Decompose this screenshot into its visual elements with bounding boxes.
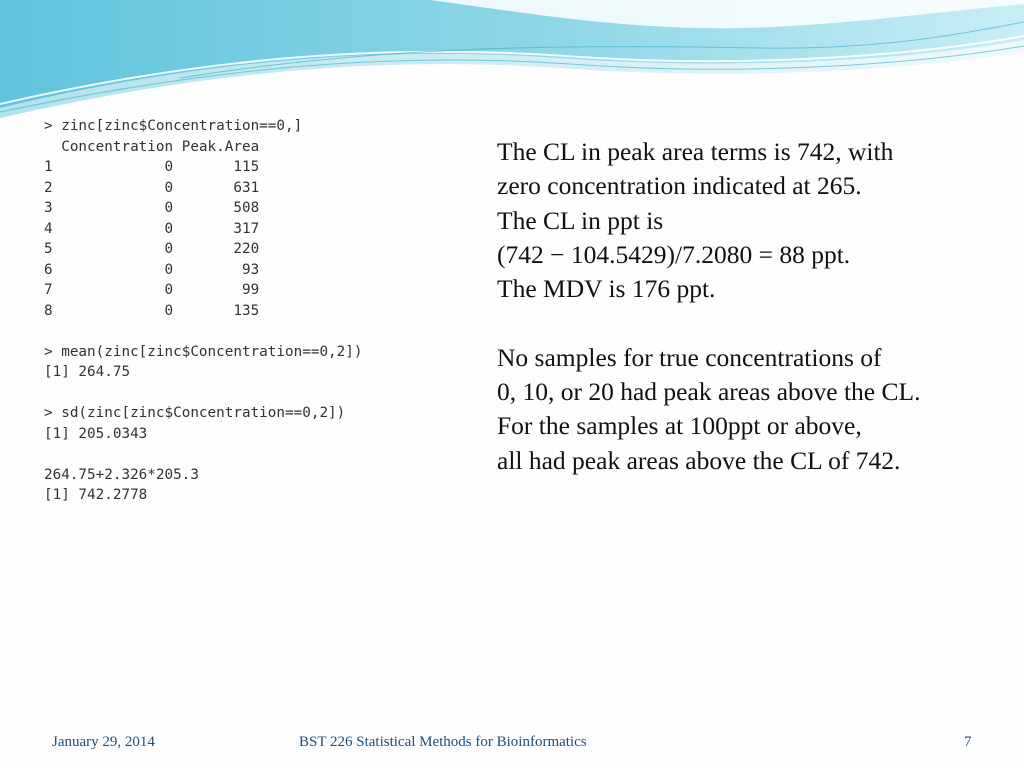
text-line: For the samples at 100ppt or above,: [497, 411, 862, 441]
code-line: 6 0 93: [44, 261, 260, 278]
text-line: 0, 10, or 20 had peak areas above the CL.: [497, 377, 921, 407]
code-line: 2 0 631: [44, 179, 260, 196]
code-line: 264.75+2.326*205.3: [44, 466, 199, 483]
text-line: [497, 306, 997, 340]
code-line: > zinc[zinc$Concentration==0,]: [44, 118, 303, 134]
header-wave-decoration: [0, 0, 1024, 130]
code-line: 3 0 508: [44, 200, 260, 216]
code-line: > mean(zinc[zinc$Concentration==0,2]): [44, 343, 363, 360]
code-line: 7 0 99: [44, 282, 260, 298]
text-line: (742 − 104.5429)/7.2080 = 88 ppt.: [497, 239, 851, 269]
code-line: [1] 264.75: [44, 364, 131, 380]
code-line: 8 0 135: [44, 302, 260, 319]
explanation-text: [497, 135, 997, 478]
code-line: [1] 742.2778: [44, 487, 148, 503]
code-line: 5 0 220: [44, 241, 260, 257]
footer-date: January 29, 2014: [52, 734, 155, 750]
r-console-output: [44, 116, 464, 506]
code-line: > sd(zinc[zinc$Concentration==0,2]): [44, 405, 346, 421]
code-line: [1] 205.0343: [44, 425, 148, 442]
text-line: No samples for true concentrations of: [497, 342, 882, 372]
code-line: Concentration Peak.Area: [44, 138, 260, 155]
text-line: The CL in peak area terms is 742, with: [497, 137, 894, 166]
text-line: zero concentration indicated at 265.: [497, 171, 862, 201]
page-number: 7: [964, 734, 972, 750]
text-line: The MDV is 176 ppt.: [497, 274, 716, 304]
text-line: all had peak areas above the CL of 742.: [497, 445, 901, 475]
text-line: The CL in ppt is: [497, 205, 664, 235]
code-line: 1 0 115: [44, 159, 260, 175]
code-line: [44, 383, 464, 404]
footer-title: BST 226 Statistical Methods for Bioinformatics: [299, 734, 587, 750]
code-line: 4 0 317: [44, 220, 260, 237]
code-line: [44, 321, 464, 342]
code-line: [44, 444, 464, 465]
